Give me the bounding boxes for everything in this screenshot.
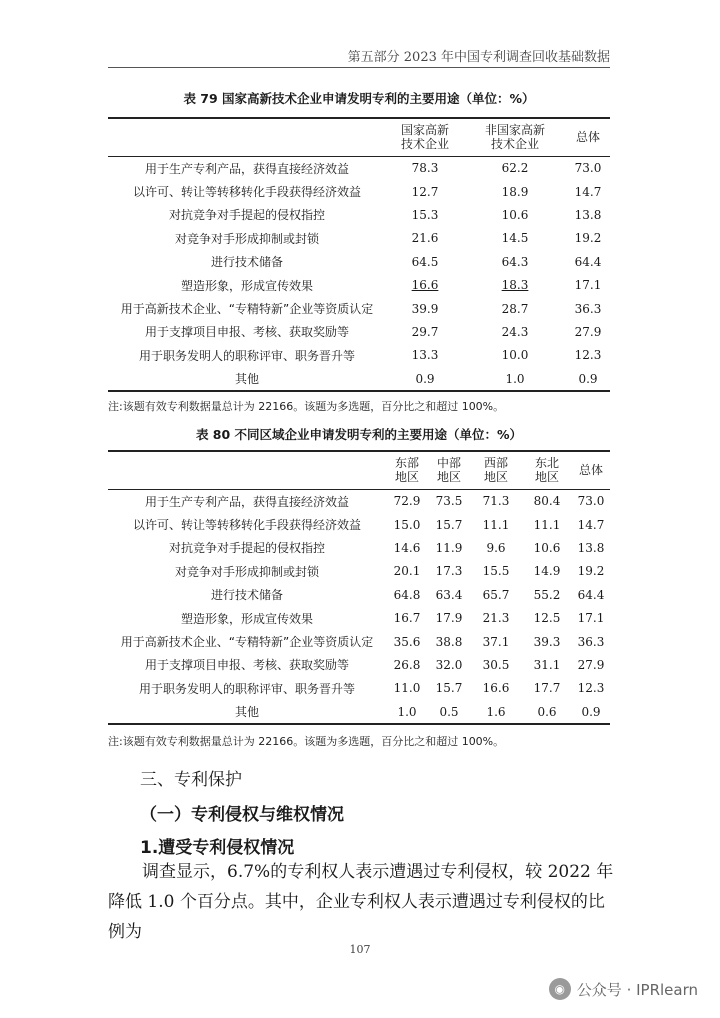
table-cell: 17.1 bbox=[577, 611, 605, 626]
table-cell: 29.7 bbox=[411, 324, 439, 339]
table-cell: 16.6 bbox=[482, 681, 510, 696]
row-label: 其他 bbox=[108, 367, 386, 391]
row-label: 用于高新技术企业、“专精特新”企业等资质认定 bbox=[120, 302, 374, 317]
table80-header-blank bbox=[108, 452, 386, 489]
table-cell: 64.4 bbox=[577, 587, 605, 602]
table-cell: 16.6 bbox=[411, 278, 439, 293]
table-row bbox=[108, 606, 610, 629]
table-cell: 1.0 bbox=[386, 700, 428, 724]
table-cell: 17.9 bbox=[435, 611, 463, 626]
table-row bbox=[108, 583, 610, 606]
row-label: 用于支撑项目申报、考核、获取奖励等 bbox=[144, 658, 349, 673]
table-cell: 26.8 bbox=[393, 657, 421, 672]
header-rule bbox=[108, 67, 610, 68]
wechat-icon: ◉ bbox=[549, 978, 571, 1000]
table-cell: 11.1 bbox=[482, 517, 510, 532]
watermark-text: 公众号 · IPRlearn bbox=[576, 980, 698, 999]
table-cell: 14.9 bbox=[533, 564, 561, 579]
table80-col-header: 西部地区 bbox=[470, 452, 522, 489]
table80-note: 注:该题有效专利数据量总计为 22166。该题为多选题，百分比之和超过 100%。 bbox=[108, 735, 505, 748]
row-label: 用于支撑项目申报、考核、获取奖励等 bbox=[144, 325, 349, 340]
table-row bbox=[108, 227, 610, 250]
table-cell: 9.6 bbox=[486, 540, 506, 555]
table-cell: 28.7 bbox=[501, 301, 529, 316]
table-cell: 39.3 bbox=[533, 634, 561, 649]
table-cell: 1.0 bbox=[464, 367, 566, 391]
table-row bbox=[108, 653, 610, 676]
table-cell: 38.8 bbox=[435, 634, 463, 649]
table-cell: 39.9 bbox=[411, 301, 439, 316]
table-cell: 36.3 bbox=[577, 634, 605, 649]
table-cell: 55.2 bbox=[533, 587, 561, 602]
table-row bbox=[108, 560, 610, 583]
table-cell: 17.1 bbox=[574, 278, 602, 293]
table-row bbox=[108, 630, 610, 653]
table-cell: 14.5 bbox=[501, 231, 529, 246]
table-cell: 24.3 bbox=[501, 324, 529, 339]
table-cell: 78.3 bbox=[411, 161, 439, 176]
row-label: 对竞争对手形成抑制或封锁 bbox=[174, 564, 319, 579]
table-row bbox=[108, 297, 610, 320]
table79-note: 注:该题有效专利数据量总计为 22166。该题为多选题，百分比之和超过 100%。 bbox=[108, 400, 505, 413]
table-cell: 12.3 bbox=[577, 681, 605, 696]
table-cell: 27.9 bbox=[577, 657, 605, 672]
table-cell: 15.5 bbox=[482, 564, 510, 579]
table-cell: 15.7 bbox=[435, 681, 463, 696]
table-cell: 0.9 bbox=[566, 367, 610, 391]
row-label: 用于职务发明人的职称评审、职务晋升等 bbox=[138, 348, 355, 363]
table-cell: 11.0 bbox=[393, 681, 421, 696]
table-cell: 18.3 bbox=[501, 278, 529, 293]
row-label: 其他 bbox=[108, 700, 386, 724]
table-cell: 11.1 bbox=[533, 517, 561, 532]
table-row bbox=[108, 344, 610, 367]
table80-title: 表 80 不同区域企业申请发明专利的主要用途（单位：%） bbox=[195, 427, 523, 442]
page-number: 107 bbox=[349, 943, 371, 956]
table-cell: 1.6 bbox=[470, 700, 522, 724]
table-cell: 17.3 bbox=[435, 564, 463, 579]
table-cell: 19.2 bbox=[574, 231, 602, 246]
row-label: 以许可、转让等转移转化手段获得经济效益 bbox=[132, 518, 361, 533]
table80-col-header: 总体 bbox=[572, 452, 610, 489]
row-label: 用于生产专利产品，获得直接经济效益 bbox=[144, 161, 349, 176]
table79-col-header: 总体 bbox=[566, 119, 610, 156]
table-cell: 10.6 bbox=[501, 207, 529, 222]
table-cell: 35.6 bbox=[393, 634, 421, 649]
table-row bbox=[108, 489, 610, 513]
table-row bbox=[108, 156, 610, 180]
table79-title: 表 79 国家高新技术企业申请发明专利的主要用途（单位：%） bbox=[183, 91, 535, 106]
row-label: 塑造形象，形成宣传效果 bbox=[180, 611, 313, 626]
table-cell: 32.0 bbox=[435, 657, 463, 672]
row-label: 对抗竞争对手提起的侵权指控 bbox=[168, 208, 325, 223]
table-cell: 73.0 bbox=[574, 161, 602, 176]
row-label: 用于职务发明人的职称评审、职务晋升等 bbox=[138, 681, 355, 696]
table-cell: 30.5 bbox=[482, 657, 510, 672]
table-cell: 27.9 bbox=[574, 324, 602, 339]
table-cell: 21.6 bbox=[411, 231, 439, 246]
row-label: 用于高新技术企业、“专精特新”企业等资质认定 bbox=[120, 635, 374, 650]
table-cell: 13.8 bbox=[574, 207, 602, 222]
table80-col-header: 中部地区 bbox=[428, 452, 470, 489]
table-cell: 0.5 bbox=[428, 700, 470, 724]
table-cell: 13.3 bbox=[411, 348, 439, 363]
row-label: 对竞争对手形成抑制或封锁 bbox=[174, 231, 319, 246]
table-cell: 19.2 bbox=[577, 564, 605, 579]
table-cell: 73.0 bbox=[577, 494, 605, 509]
table-row bbox=[108, 273, 610, 296]
table-cell: 10.6 bbox=[533, 540, 561, 555]
table-cell: 72.9 bbox=[393, 494, 421, 509]
row-label: 进行技术储备 bbox=[210, 588, 283, 603]
table-row bbox=[108, 320, 610, 343]
row-label: 进行技术储备 bbox=[210, 255, 283, 270]
table-cell: 73.5 bbox=[435, 494, 463, 509]
row-label: 以许可、转让等转移转化手段获得经济效益 bbox=[132, 185, 361, 200]
watermark bbox=[549, 978, 698, 1000]
table-cell: 80.4 bbox=[533, 494, 561, 509]
table-cell: 10.0 bbox=[501, 348, 529, 363]
table-cell: 18.9 bbox=[501, 184, 529, 199]
table79-col-header: 非国家高新技术企业 bbox=[464, 119, 566, 156]
table-cell: 37.1 bbox=[482, 634, 510, 649]
table79-header-blank bbox=[108, 119, 386, 156]
table80-col-header: 东北地区 bbox=[522, 452, 572, 489]
table-cell: 14.6 bbox=[393, 540, 421, 555]
table-cell: 0.9 bbox=[572, 700, 610, 724]
table-cell: 65.7 bbox=[482, 587, 510, 602]
table-cell: 63.4 bbox=[435, 587, 463, 602]
table-cell: 14.7 bbox=[577, 517, 605, 532]
table-cell: 36.3 bbox=[574, 301, 602, 316]
row-label: 对抗竞争对手提起的侵权指控 bbox=[168, 541, 325, 556]
body-paragraph: 调查显示，6.7%的专利权人表示遭遇过专利侵权，较 2022 年降低 1.0 个百分点。其中，企业专利权人表示遭遇过专利侵权的比例为 bbox=[108, 862, 614, 942]
running-header: 第五部分 2023 年中国专利调查回收基础数据 bbox=[347, 50, 610, 65]
table-row bbox=[108, 700, 610, 724]
table-cell: 16.7 bbox=[393, 611, 421, 626]
table-cell: 17.7 bbox=[533, 681, 561, 696]
table79 bbox=[108, 117, 610, 392]
table-cell: 11.9 bbox=[435, 540, 463, 555]
row-label: 用于生产专利产品，获得直接经济效益 bbox=[144, 494, 349, 509]
table-cell: 64.8 bbox=[393, 587, 421, 602]
table-row bbox=[108, 203, 610, 226]
table-cell: 20.1 bbox=[393, 564, 421, 579]
table80 bbox=[108, 450, 610, 725]
table-cell: 64.5 bbox=[411, 254, 439, 269]
table-cell: 15.7 bbox=[435, 517, 463, 532]
row-label: 塑造形象，形成宣传效果 bbox=[180, 278, 313, 293]
table-cell: 15.3 bbox=[411, 207, 439, 222]
section-heading: 三、专利保护 bbox=[140, 770, 242, 790]
table-cell: 64.4 bbox=[574, 254, 602, 269]
table-cell: 12.5 bbox=[533, 611, 561, 626]
table-cell: 0.6 bbox=[522, 700, 572, 724]
table-cell: 15.0 bbox=[393, 517, 421, 532]
table-row bbox=[108, 536, 610, 559]
table-cell: 13.8 bbox=[577, 540, 605, 555]
subsubsection-heading: 1.遭受专利侵权情况 bbox=[140, 838, 295, 858]
table-cell: 21.3 bbox=[482, 611, 510, 626]
table-cell: 12.3 bbox=[574, 348, 602, 363]
table-row bbox=[108, 367, 610, 391]
table-cell: 14.7 bbox=[574, 184, 602, 199]
table-cell: 31.1 bbox=[533, 657, 561, 672]
table-cell: 62.2 bbox=[501, 161, 529, 176]
table-cell: 71.3 bbox=[482, 494, 510, 509]
subsection-heading: （一）专利侵权与维权情况 bbox=[140, 805, 344, 825]
table-row bbox=[108, 677, 610, 700]
table-row bbox=[108, 250, 610, 273]
table80-col-header: 东部地区 bbox=[386, 452, 428, 489]
table-row bbox=[108, 180, 610, 203]
table-row bbox=[108, 513, 610, 536]
table-cell: 64.3 bbox=[501, 254, 529, 269]
table79-col-header: 国家高新技术企业 bbox=[386, 119, 464, 156]
table-cell: 12.7 bbox=[411, 184, 439, 199]
table-cell: 0.9 bbox=[386, 367, 464, 391]
